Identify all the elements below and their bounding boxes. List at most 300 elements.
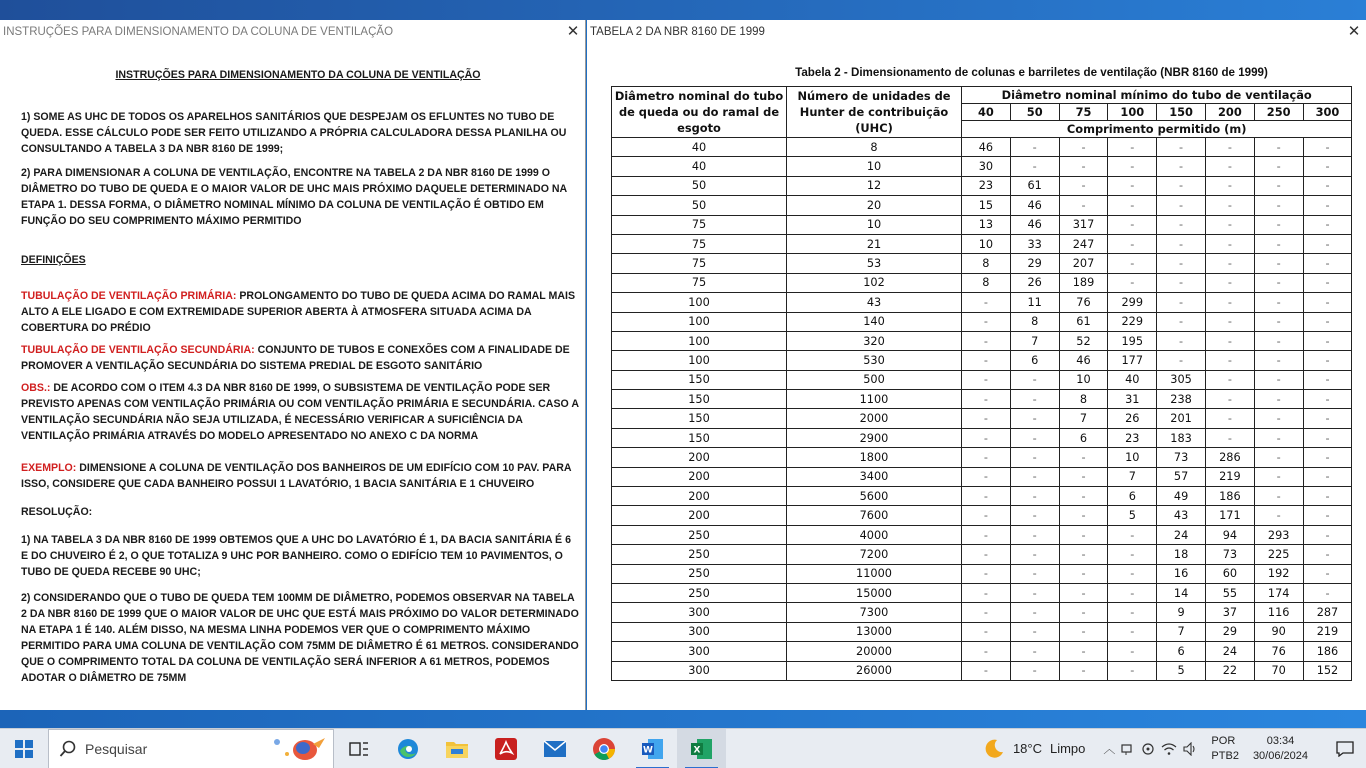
table-cell: - <box>1254 138 1303 157</box>
search-placeholder: Pesquisar <box>85 740 148 757</box>
definition-primary-label: TUBULAÇÃO DE VENTILAÇÃO PRIMÁRIA: <box>21 290 237 302</box>
weather-condition: Limpo <box>1049 741 1086 756</box>
table-row <box>612 215 1352 234</box>
table-cell: 37 <box>1205 603 1254 622</box>
table-cell: 50 <box>612 196 787 215</box>
table-cell: - <box>1157 351 1206 370</box>
table-cell: - <box>1303 351 1352 370</box>
instructions-titlebar[interactable] <box>0 20 585 44</box>
table-cell: 200 <box>612 487 787 506</box>
table-cell: - <box>1010 603 1059 622</box>
clock[interactable] <box>1253 734 1308 764</box>
table-cell: 50 <box>612 176 787 195</box>
table-cell: 46 <box>1010 215 1059 234</box>
table-cell: 293 <box>1254 525 1303 544</box>
edge-button[interactable] <box>383 729 432 768</box>
table-cell: - <box>1205 254 1254 273</box>
table-cell: 150 <box>612 370 787 389</box>
resolution-step-1: 1) NA TABELA 3 DA NBR 8160 DE 1999 OBTEMOS QUE A UHC DO LAVATÓRIO É 1, DA BACIA SANITÁRIA É 6 E DO CHUVEIRO É 2, O QUE TOTALIZA 9 UHC POR BANHEIRO. COMO O EDIFÍCIO TEM 10 PAVIMENTOS, O TUBO DE QUEDA RECEBE 90 UHC; <box>21 534 571 578</box>
table-cell: - <box>1303 409 1352 428</box>
table-cell: 75 <box>612 273 787 292</box>
camera-icon[interactable] <box>1141 742 1155 756</box>
diameter-header-cell: 50 <box>1010 104 1059 121</box>
table-cell: 7 <box>1010 331 1059 350</box>
table-cell: 26000 <box>787 661 962 680</box>
table-cell: 225 <box>1254 545 1303 564</box>
table-cell: - <box>1059 525 1108 544</box>
table-cell: 250 <box>612 564 787 583</box>
table-cell: 14 <box>1157 583 1206 602</box>
table-row <box>612 273 1352 292</box>
table-cell: 90 <box>1254 622 1303 641</box>
definition-primary-text: PROLONGAMENTO DO TUBO DE QUEDA ACIMA DO RAMAL MAIS ALTO A ELE LIGADO E COM EXTREMIDADE SUPERIOR ABERTA À ATMOSFERA SITUADA ACIMA DA COBERTURA DO PRÉDIO <box>21 290 576 334</box>
table-cell: - <box>1059 603 1108 622</box>
table-cell: - <box>1254 234 1303 253</box>
table-cell: 11 <box>1010 293 1059 312</box>
svg-text:X: X <box>693 745 700 755</box>
table-cell: - <box>1254 312 1303 331</box>
table-cell: 10 <box>1108 448 1157 467</box>
table-cell: - <box>1205 390 1254 409</box>
table-row <box>612 234 1352 253</box>
word-icon <box>642 738 664 760</box>
desktop-background-strip <box>0 710 1366 728</box>
table-cell: - <box>1108 234 1157 253</box>
table-row <box>612 370 1352 389</box>
table-cell: 5 <box>1157 661 1206 680</box>
table-cell: - <box>1108 157 1157 176</box>
observation <box>21 380 579 444</box>
table-cell: 300 <box>612 642 787 661</box>
table-cell: - <box>962 603 1011 622</box>
taskbar-search[interactable] <box>48 729 334 768</box>
table-cell: 150 <box>612 428 787 447</box>
table-cell: 9 <box>1157 603 1206 622</box>
table-cell: 10 <box>787 215 962 234</box>
table-row <box>612 525 1352 544</box>
table-cell: 238 <box>1157 390 1206 409</box>
table-cell: 53 <box>787 254 962 273</box>
table-cell: - <box>1205 409 1254 428</box>
table-cell: - <box>962 564 1011 583</box>
table-cell: 12 <box>787 176 962 195</box>
table-cell: 320 <box>787 331 962 350</box>
table-cell: 250 <box>612 525 787 544</box>
file-explorer-button[interactable] <box>432 729 481 768</box>
table-row <box>612 622 1352 641</box>
table-cell: 100 <box>612 351 787 370</box>
table-window <box>587 20 1366 710</box>
table-cell: - <box>1254 428 1303 447</box>
instruction-step-2: 2) PARA DIMENSIONAR A COLUNA DE VENTILAÇÃO, ENCONTRE NA TABELA 2 DA NBR 8160 DE 1999 O DIÂMETRO DO TUBO DE QUEDA E O MAIOR VALOR DE UHC MAIS PRÓXIMO DAQUELE DETERMINADO NA ETAPA 1. DESSA FORMA, O DIÂMETRO NOMINAL MÍNIMO DA COLUNA DE VENTILAÇÃO É OBTIDO EM FUNÇÃO DO SEU COMPRIMENTO MÁXIMO PERMITIDO <box>21 167 567 227</box>
table-cell: 171 <box>1205 506 1254 525</box>
table-cell: - <box>1059 661 1108 680</box>
instructions-window <box>0 20 586 710</box>
table-cell: 8 <box>787 138 962 157</box>
diameter-header-cell: 150 <box>1157 104 1206 121</box>
table-cell: - <box>1010 525 1059 544</box>
table-row <box>612 254 1352 273</box>
diameter-header-cell: 40 <box>962 104 1011 121</box>
table-cell: 200 <box>612 448 787 467</box>
table-cell: - <box>962 642 1011 661</box>
table-cell: - <box>1303 312 1352 331</box>
table-cell: - <box>1254 390 1303 409</box>
col-header-uhc: Número de unidades de Hunter de contribuição (UHC) <box>787 87 962 138</box>
notifications-button[interactable] <box>1328 741 1362 757</box>
table-cell: 6 <box>1157 642 1206 661</box>
table-cell: 49 <box>1157 487 1206 506</box>
table-cell: - <box>1010 157 1059 176</box>
table-cell: 287 <box>1303 603 1352 622</box>
table-titlebar[interactable] <box>587 20 1366 44</box>
table-cell: 29 <box>1205 622 1254 641</box>
table-cell: - <box>1254 273 1303 292</box>
table-cell: 189 <box>1059 273 1108 292</box>
table-cell: 5600 <box>787 487 962 506</box>
table-row <box>612 603 1352 622</box>
table-cell: 43 <box>787 293 962 312</box>
table-window-title: TABELA 2 DA NBR 8160 DE 1999 <box>590 26 765 38</box>
table-cell: 140 <box>787 312 962 331</box>
table-cell: - <box>962 293 1011 312</box>
mail-button[interactable] <box>530 729 579 768</box>
clock-time: 03:34 <box>1266 734 1295 747</box>
table-cell: - <box>1108 642 1157 661</box>
table-cell: 22 <box>1205 661 1254 680</box>
table-cell: - <box>1108 622 1157 641</box>
desktop-background-top <box>0 0 1366 20</box>
table-cell: 4000 <box>787 525 962 544</box>
table-cell: - <box>1108 564 1157 583</box>
table-cell: 73 <box>1157 448 1206 467</box>
table-cell: - <box>962 409 1011 428</box>
moon-icon <box>983 738 1005 760</box>
table-cell: - <box>1059 545 1108 564</box>
table-cell: - <box>1303 157 1352 176</box>
table-cell: 40 <box>612 157 787 176</box>
table-cell: 247 <box>1059 234 1108 253</box>
table-cell: - <box>1059 176 1108 195</box>
table-cell: - <box>1303 331 1352 350</box>
table-cell: 75 <box>612 254 787 273</box>
table-cell: - <box>1205 312 1254 331</box>
instructions-heading: INSTRUÇÕES PARA DIMENSIONAMENTO DA COLUNA DE VENTILAÇÃO <box>115 69 481 81</box>
taskbar <box>0 728 1366 768</box>
table-cell: 26 <box>1108 409 1157 428</box>
table-cell: 26 <box>1010 273 1059 292</box>
table-cell: - <box>1303 390 1352 409</box>
table-cell: - <box>1010 428 1059 447</box>
table-row <box>612 661 1352 680</box>
table-cell: - <box>1303 525 1352 544</box>
diameter-header-cell: 300 <box>1303 104 1352 121</box>
table-cell: 186 <box>1205 487 1254 506</box>
diameter-header-cell: 250 <box>1254 104 1303 121</box>
table-cell: 10 <box>787 157 962 176</box>
table-cell: 100 <box>612 293 787 312</box>
close-icon[interactable]: ✕ <box>1347 23 1361 40</box>
table-cell: - <box>1108 254 1157 273</box>
table-cell: - <box>962 428 1011 447</box>
table-cell: - <box>1205 331 1254 350</box>
table-cell: - <box>1303 196 1352 215</box>
table-cell: 299 <box>1108 293 1157 312</box>
table-cell: - <box>1205 293 1254 312</box>
table-row <box>612 467 1352 486</box>
table-caption: Tabela 2 - Dimensionamento de colunas e barriletes de ventilação (NBR 8160 de 1999) <box>795 66 1268 79</box>
table-row <box>612 583 1352 602</box>
table-cell: - <box>1303 215 1352 234</box>
table-cell: 46 <box>1059 351 1108 370</box>
table-cell: - <box>1108 196 1157 215</box>
table-row <box>612 196 1352 215</box>
wifi-icon[interactable] <box>1161 742 1177 756</box>
table-cell: - <box>1059 196 1108 215</box>
table-cell: 7300 <box>787 603 962 622</box>
table-cell: - <box>1303 583 1352 602</box>
table-cell: - <box>1254 254 1303 273</box>
table-cell: - <box>1157 196 1206 215</box>
folder-icon <box>445 739 469 759</box>
table-cell: 31 <box>1108 390 1157 409</box>
table-cell: 40 <box>612 138 787 157</box>
table-cell: 100 <box>612 312 787 331</box>
acrobat-icon <box>495 738 517 760</box>
nbr-table <box>611 86 1352 681</box>
table-row <box>612 138 1352 157</box>
table-cell: 75 <box>612 234 787 253</box>
table-cell: 102 <box>787 273 962 292</box>
table-cell: - <box>1010 448 1059 467</box>
table-cell: - <box>1254 506 1303 525</box>
volume-icon[interactable] <box>1183 742 1199 756</box>
table-cell: - <box>1254 351 1303 370</box>
table-cell: - <box>1254 467 1303 486</box>
table-cell: 11000 <box>787 564 962 583</box>
table-cell: - <box>1157 254 1206 273</box>
table-cell: - <box>1108 273 1157 292</box>
windows-logo-icon <box>15 740 33 758</box>
table-row <box>612 176 1352 195</box>
table-cell: - <box>1059 506 1108 525</box>
table-cell: 13 <box>962 215 1011 234</box>
table-row <box>612 293 1352 312</box>
search-icon <box>59 740 77 758</box>
table-cell: - <box>1254 196 1303 215</box>
table-cell: - <box>1059 467 1108 486</box>
table-row <box>612 390 1352 409</box>
table-cell: - <box>1303 370 1352 389</box>
weather-widget[interactable] <box>983 738 1085 760</box>
table-cell: 150 <box>612 390 787 409</box>
table-cell: 2900 <box>787 428 962 447</box>
table-cell: 3400 <box>787 467 962 486</box>
table-cell: 186 <box>1303 642 1352 661</box>
table-cell: 16 <box>1157 564 1206 583</box>
diameter-header-cell: 200 <box>1205 104 1254 121</box>
table-cell: 286 <box>1205 448 1254 467</box>
table-row <box>612 409 1352 428</box>
table-row <box>612 564 1352 583</box>
table-cell: 57 <box>1157 467 1206 486</box>
table-cell: - <box>1254 487 1303 506</box>
table-cell: - <box>1157 234 1206 253</box>
table-cell: - <box>1108 215 1157 234</box>
table-row <box>612 331 1352 350</box>
table-cell: 76 <box>1059 293 1108 312</box>
table-cell: - <box>1010 467 1059 486</box>
table-row <box>612 428 1352 447</box>
example <box>21 460 579 492</box>
network-icon[interactable] <box>1121 742 1135 756</box>
chevron-up-icon[interactable]: ︿ <box>1103 742 1116 756</box>
diameter-header-cell: 100 <box>1108 104 1157 121</box>
table-cell: 23 <box>1108 428 1157 447</box>
table-cell: 33 <box>1010 234 1059 253</box>
language-code: POR <box>1211 734 1236 747</box>
clock-date: 30/06/2024 <box>1252 749 1308 762</box>
table-cell: 94 <box>1205 525 1254 544</box>
table-cell: 2000 <box>787 409 962 428</box>
table-cell: - <box>1205 196 1254 215</box>
table-cell: - <box>1254 331 1303 350</box>
table-cell: - <box>1303 545 1352 564</box>
example-text: DIMENSIONE A COLUNA DE VENTILAÇÃO DOS BANHEIROS DE UM EDIFÍCIO COM 10 PAV. PARA ISSO, CONSIDERE QUE CADA BANHEIRO POSSUI 1 LAVATÓRIO, 1 BACIA SANITÁRIA E 1 CHUVEIRO <box>21 462 572 490</box>
table-cell: - <box>1010 138 1059 157</box>
table-cell: 201 <box>1157 409 1206 428</box>
table-cell: 150 <box>612 409 787 428</box>
chrome-button[interactable] <box>579 729 628 768</box>
table-cell: - <box>1059 448 1108 467</box>
table-cell: - <box>1303 467 1352 486</box>
table-cell: - <box>1303 564 1352 583</box>
table-cell: 23 <box>962 176 1011 195</box>
close-icon[interactable]: ✕ <box>566 23 580 40</box>
group-header-ventilation: Diâmetro nominal mínimo do tubo de ventilação <box>962 87 1352 104</box>
table-cell: 6 <box>1108 487 1157 506</box>
tray-icons <box>1103 740 1199 757</box>
table-cell: 20000 <box>787 642 962 661</box>
table-cell: 70 <box>1254 661 1303 680</box>
table-cell: 21 <box>787 234 962 253</box>
table-cell: 30 <box>962 157 1011 176</box>
table-cell: 7200 <box>787 545 962 564</box>
table-row <box>612 351 1352 370</box>
table-row <box>612 448 1352 467</box>
excel-button[interactable] <box>677 729 726 768</box>
table-cell: - <box>1157 293 1206 312</box>
table-cell: 152 <box>1303 661 1352 680</box>
weather-temperature: 18°C <box>1012 741 1042 756</box>
resolution-step-2: 2) CONSIDERANDO QUE O TUBO DE QUEDA TEM 100MM DE DIÂMETRO, PODEMOS OBSERVAR NA TABELA 2 DA NBR 8160 DE 1999 QUE O MAIOR VALOR DE UHC QUE ESTÁ MAIS PRÓXIMO DO VALOR DETERMINADO NA ETAPA 1 É 140. ALÉM DISSO, NA MESMA LINHA PODEMOS VER QUE O COMPRIMENTO MÁXIMO PERMITIDO PARA UMA COLUNA DE VENTILAÇÃO COM 75MM DE DIÂMETRO É 61 METROS. CONSIDERANDO QUE O COMPRIMENTO TOTAL DA COLUNA DE VENTILAÇÃO SERÁ INFERIOR A 61 METROS, PODEMOS ADOTAR O DIÂMETRO DE 75MM <box>21 592 579 684</box>
start-button[interactable] <box>0 729 48 768</box>
table-cell: 24 <box>1157 525 1206 544</box>
table-cell: 7 <box>1059 409 1108 428</box>
table-cell: 300 <box>612 661 787 680</box>
table-cell: - <box>962 351 1011 370</box>
table-cell: - <box>1254 293 1303 312</box>
table-cell: - <box>1303 428 1352 447</box>
table-cell: - <box>1010 390 1059 409</box>
table-cell: 1100 <box>787 390 962 409</box>
table-cell: - <box>1157 176 1206 195</box>
table-cell: 116 <box>1254 603 1303 622</box>
system-tray <box>983 729 1366 768</box>
chrome-icon <box>592 737 616 761</box>
acrobat-button[interactable] <box>481 729 530 768</box>
word-button[interactable] <box>628 729 677 768</box>
table-cell: - <box>1303 448 1352 467</box>
table-row <box>612 506 1352 525</box>
table-cell: - <box>1303 293 1352 312</box>
table-cell: 6 <box>1010 351 1059 370</box>
table-cell: - <box>962 370 1011 389</box>
table-cell: - <box>962 525 1011 544</box>
table-cell: 219 <box>1303 622 1352 641</box>
table-cell: 195 <box>1108 331 1157 350</box>
task-view-button[interactable] <box>334 729 383 768</box>
table-cell: 40 <box>1108 370 1157 389</box>
table-cell: 317 <box>1059 215 1108 234</box>
definition-primary <box>21 288 579 336</box>
excel-icon <box>691 738 713 760</box>
table-cell: - <box>1010 661 1059 680</box>
table-cell: - <box>1205 176 1254 195</box>
table-cell: - <box>1010 583 1059 602</box>
table-cell: - <box>1059 622 1108 641</box>
table-cell: 61 <box>1010 176 1059 195</box>
table-cell: - <box>1059 583 1108 602</box>
svg-text:W: W <box>642 745 653 755</box>
table-cell: - <box>962 390 1011 409</box>
table-cell: - <box>1108 525 1157 544</box>
table-cell: - <box>1157 312 1206 331</box>
table-cell: - <box>1010 564 1059 583</box>
table-cell: - <box>1108 138 1157 157</box>
table-cell: 8 <box>1010 312 1059 331</box>
table-row <box>612 312 1352 331</box>
table-cell: 24 <box>1205 642 1254 661</box>
table-cell: - <box>1303 176 1352 195</box>
table-cell: 8 <box>962 273 1011 292</box>
language-indicator[interactable] <box>1211 734 1239 764</box>
table-cell: 10 <box>1059 370 1108 389</box>
table-body <box>612 138 1352 681</box>
table-cell: 500 <box>787 370 962 389</box>
keyboard-layout: PTB2 <box>1211 749 1239 762</box>
table-cell: 174 <box>1254 583 1303 602</box>
notification-icon <box>1336 741 1354 757</box>
table-cell: 7 <box>1108 467 1157 486</box>
table-cell: - <box>1303 234 1352 253</box>
table-cell: 73 <box>1205 545 1254 564</box>
definitions-heading: DEFINIÇÕES <box>21 254 86 266</box>
table-cell: - <box>1303 138 1352 157</box>
table-cell: - <box>1108 661 1157 680</box>
instructions-window-title: INSTRUÇÕES PARA DIMENSIONAMENTO DA COLUNA DE VENTILAÇÃO <box>3 26 394 38</box>
table-cell: 207 <box>1059 254 1108 273</box>
table-cell: 530 <box>787 351 962 370</box>
table-cell: 6 <box>1059 428 1108 447</box>
resolution-heading: RESOLUÇÃO: <box>21 506 93 518</box>
table-cell: - <box>962 467 1011 486</box>
table-cell: - <box>1157 215 1206 234</box>
table-cell: 46 <box>962 138 1011 157</box>
observation-text: DE ACORDO COM O ITEM 4.3 DA NBR 8160 DE 1999, O SUBSISTEMA DE VENTILAÇÃO PODE SER PREVISTO APENAS COM VENTILAÇÃO PRIMÁRIA OU COM VENTILAÇÃO PRIMÁRIA E SECUNDÁRIA. CASO A VENTILAÇÃO SECUNDÁRIA NÃO SEJA UTILIZADA, É NECESSÁRIO VERIFICAR A SUFICIÊNCIA DA VENTILAÇÃO PRIMÁRIA ATRAVÉS DO MODELO APRESENTADO NO ANEXO C DA NORMA <box>21 382 579 442</box>
table-cell: 305 <box>1157 370 1206 389</box>
definition-secondary-label: TUBULAÇÃO DE VENTILAÇÃO SECUNDÁRIA: <box>21 344 255 356</box>
